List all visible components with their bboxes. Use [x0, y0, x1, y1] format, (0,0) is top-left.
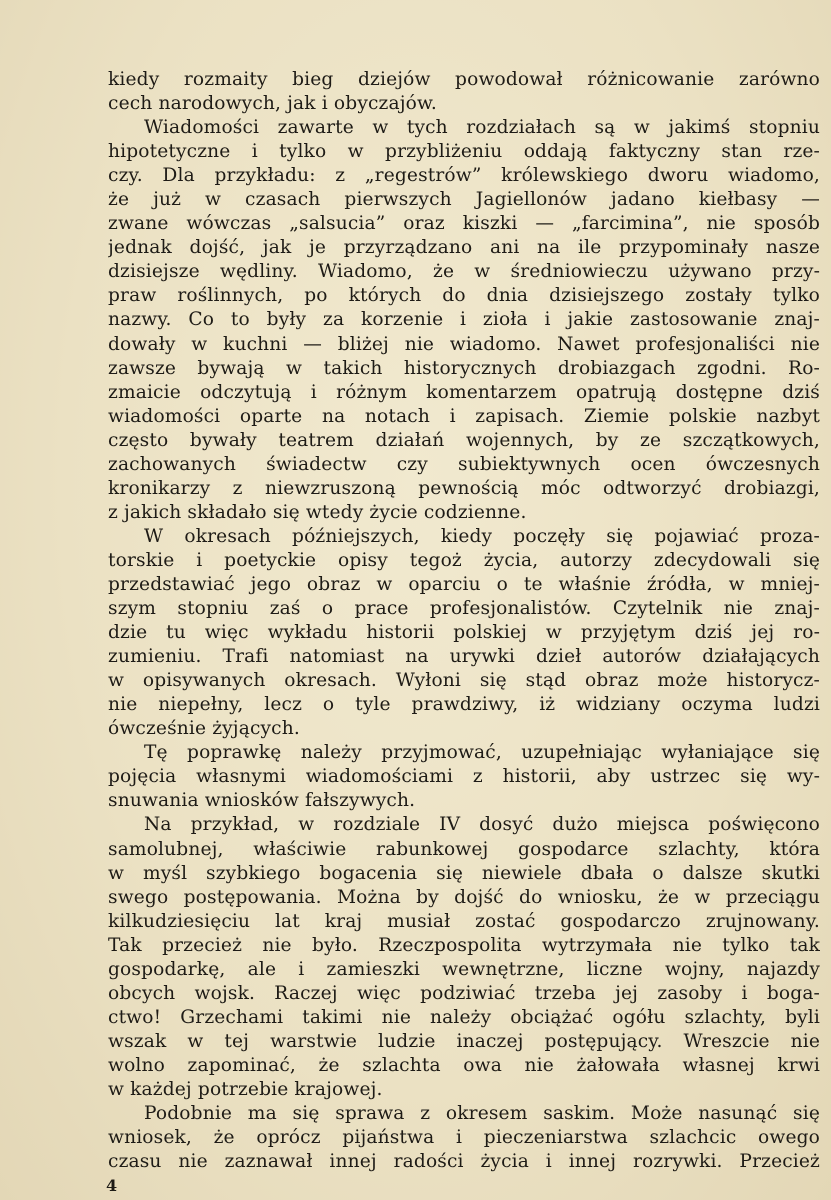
- text-line: Wiadomości zawarte w tych rozdziałach są w jakimś stopniu: [144, 117, 820, 139]
- text-line: w opisywanych okresach. Wyłoni się stąd obraz może historycz-: [108, 670, 820, 692]
- text-line: z jakich składało się wtedy życie codzienne.: [108, 501, 527, 523]
- text-line: wszak w tej warstwie ludzie inaczej postępujący. Wreszcie nie: [108, 1030, 820, 1052]
- text-line: w każdej potrzebie krajowej.: [108, 1078, 383, 1100]
- text-line: zumieniu. Trafi natomiast na urywki dzieł autorów działających: [108, 646, 820, 668]
- text-line: Na przykład, w rozdziale IV dosyć dużo miejsca poświęcono: [144, 814, 820, 836]
- text-line: wiadomości oparte na notach i zapisach. Ziemie polskie nazbyt: [108, 405, 820, 427]
- text-line: zmaicie odczytują i różnym komentarzem opatrują dostępne dziś: [108, 381, 820, 403]
- text-line: W okresach późniejszych, kiedy poczęły się pojawiać proza-: [144, 525, 820, 547]
- text-line: kiedy rozmaity bieg dziejów powodował różnicowanie zarówno: [108, 69, 820, 90]
- text-line: nie niepełny, lecz o tyle prawdziwy, iż widziany oczyma ludzi: [108, 694, 820, 716]
- text-line: dzisiejsze wędliny. Wiadomo, że w średniowieczu używano przy-: [108, 261, 820, 283]
- text-line: Tę poprawkę należy przyjmować, uzupełniając wyłaniające się: [144, 742, 820, 764]
- text-line: gospodarkę, ale i zamieszki wewnętrzne, liczne wojny, najazdy: [108, 958, 820, 980]
- text-line: samolubnej, właściwie rabunkowej gospodarce szlachty, która: [108, 838, 820, 860]
- text-line: kilkudziesięciu lat kraj musiał zostać gospodarczo zrujnowany.: [108, 910, 820, 932]
- text-line: nazwy. Co to były za korzenie i zioła i jakie zastosowanie znaj-: [108, 309, 820, 331]
- text-line: wniosek, że oprócz pijaństwa i pieczeniarstwa szlachcic owego: [108, 1127, 820, 1149]
- text-line: dowały w kuchni — bliżej nie wiadomo. Nawet profesjonaliści nie: [108, 333, 820, 355]
- text-line: zachowanych świadectw czy subiektywnych ocen ówczesnych: [108, 453, 820, 475]
- text-line: czy. Dla przykładu: z „regestrów” królewskiego dworu wiadomo,: [108, 165, 820, 187]
- text-line: przedstawiać jego obraz w oparciu o te właśnie źródła, w mniej-: [108, 573, 820, 595]
- text-line: szym stopniu zaś o prace profesjonalistów. Czytelnik nie znaj-: [108, 598, 820, 620]
- text-line: w myśl szybkiego bogacenia się niewiele dbała o dalsze skutki: [108, 862, 820, 884]
- text-line: zawsze bywają w takich historycznych drobiazgach zgodni. Ro-: [108, 357, 820, 379]
- text-line: wolno zapominać, że szlachta owa nie żałowała własnej krwi: [108, 1054, 820, 1076]
- text-line: torskie i poetyckie opisy tegoż życia, autorzy zdecydowali się: [108, 549, 820, 571]
- text-line: ówcześnie żyjących.: [108, 718, 300, 740]
- text-line: często bywały teatrem działań wojennych, by ze szczątkowych,: [108, 429, 820, 451]
- text-line: obcych wojsk. Raczej więc podziwiać trzeba jej zasoby i boga-: [108, 982, 820, 1004]
- text-line: snuwania wniosków fałszywych.: [108, 790, 416, 812]
- text-line: hipotetyczne i tylko w przybliżeniu oddają faktyczny stan rze-: [108, 141, 820, 163]
- text-line: dzie tu więc wykładu historii polskiej w przyjętym dziś jej ro-: [108, 622, 820, 644]
- body-text: [108, 68, 820, 1174]
- text-line: pojęcia własnymi wiadomościami z historii, aby ustrzec się wy-: [108, 766, 820, 788]
- text-line: praw roślinnych, po których do dnia dzisiejszego zostały tylko: [108, 285, 820, 307]
- text-line: ctwo! Grzechami takimi nie należy obciążać ogółu szlachty, byli: [108, 1006, 820, 1028]
- text-line: zwane wówczas „salsucia” oraz kiszki — „farcimina”, nie sposób: [108, 213, 820, 235]
- text-line: Tak przecież nie było. Rzeczpospolita wytrzymała nie tylko tak: [108, 934, 820, 956]
- text-line: czasu nie zaznawał innej radości życia i innej rozrywki. Przecież: [108, 1151, 820, 1173]
- text-line: Podobnie ma się sprawa z okresem saskim. Może nasunąć się: [144, 1103, 820, 1125]
- page-number: 4: [106, 1176, 118, 1195]
- text-line: cech narodowych, jak i obyczajów.: [108, 93, 437, 115]
- text-line: swego postępowania. Można by dojść do wniosku, że w przeciągu: [108, 886, 820, 908]
- text-line: kronikarzy z niewzruszoną pewnością móc odtworzyć drobiazgi,: [108, 477, 820, 499]
- text-line: że już w czasach pierwszych Jagiellonów jadano kiełbasy —: [108, 189, 820, 211]
- text-line: jednak dojść, jak je przyrządzano ani na ile przypominały nasze: [108, 237, 820, 259]
